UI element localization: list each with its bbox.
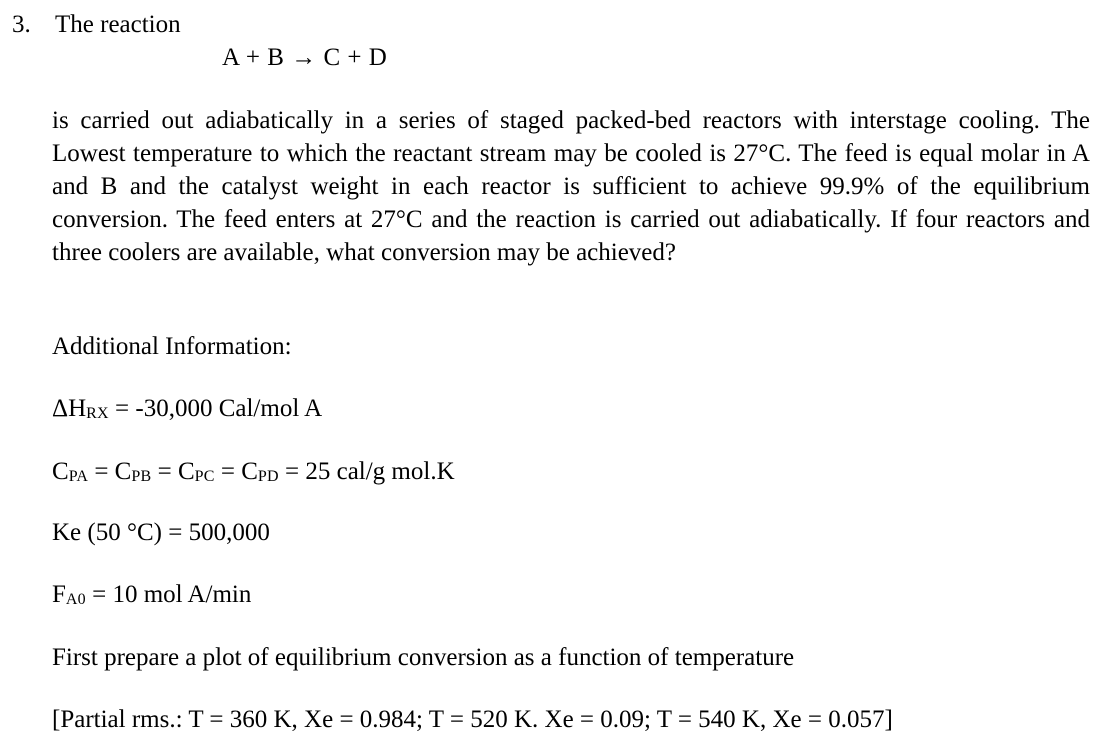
cpa-subscript: PA [68, 468, 89, 485]
cpd-subscript: PD [257, 468, 279, 485]
partial-answers-text: [Partial rms.: T = 360 K, Xe = 0.984; T = 520 K. Xe = 0.09; T = 540 K, Xe = 0.057] [52, 706, 893, 733]
additional-info-heading: Additional Information: [52, 333, 292, 360]
reaction-equation: A + B → C + D [222, 44, 388, 71]
equilibrium-constant-line: Ke (50 °C) = 500,000 [52, 519, 270, 546]
heat-of-reaction-subscript: RX [86, 405, 109, 422]
cpb-symbol: = C [88, 458, 132, 485]
problem-lead-text: The reaction [55, 11, 181, 38]
cpb-subscript: PB [131, 468, 152, 485]
problem-statement: is carried out adiabatically in a series of staged packed-bed reactors with interstage cooling. The Lowest temperature to which the reactant stream may be cooled is 27°C. The feed is equal molar in A and B and the catalyst weight in each reactor is sufficient to achieve 99.9% of the equilibrium conversion. The feed enters at 27°C and the reaction is carried out adiabatically. If four reactors and three coolers are available, what conversion may be achieved? [52, 107, 1090, 266]
heat-capacity-line [52, 457, 455, 492]
feed-rate-symbol: F [52, 581, 66, 608]
cpc-subscript: PC [194, 468, 215, 485]
cpa-symbol: C [52, 458, 69, 485]
cpc-symbol: = C [151, 458, 195, 485]
heat-of-reaction-value: = -30,000 Cal/mol A [108, 395, 323, 422]
heat-capacity-value: = 25 cal/g mol.K [278, 458, 455, 485]
heat-of-reaction-line [52, 394, 322, 429]
heat-of-reaction-symbol: ΔH [52, 395, 87, 422]
cpd-symbol: = C [214, 458, 258, 485]
feed-rate-line [52, 580, 251, 615]
instruction-text: First prepare a plot of equilibrium conversion as a function of temperature [52, 644, 795, 671]
feed-rate-value: = 10 mol A/min [85, 581, 252, 608]
feed-rate-subscript: A0 [65, 591, 86, 608]
problem-number: 3. [12, 11, 31, 38]
